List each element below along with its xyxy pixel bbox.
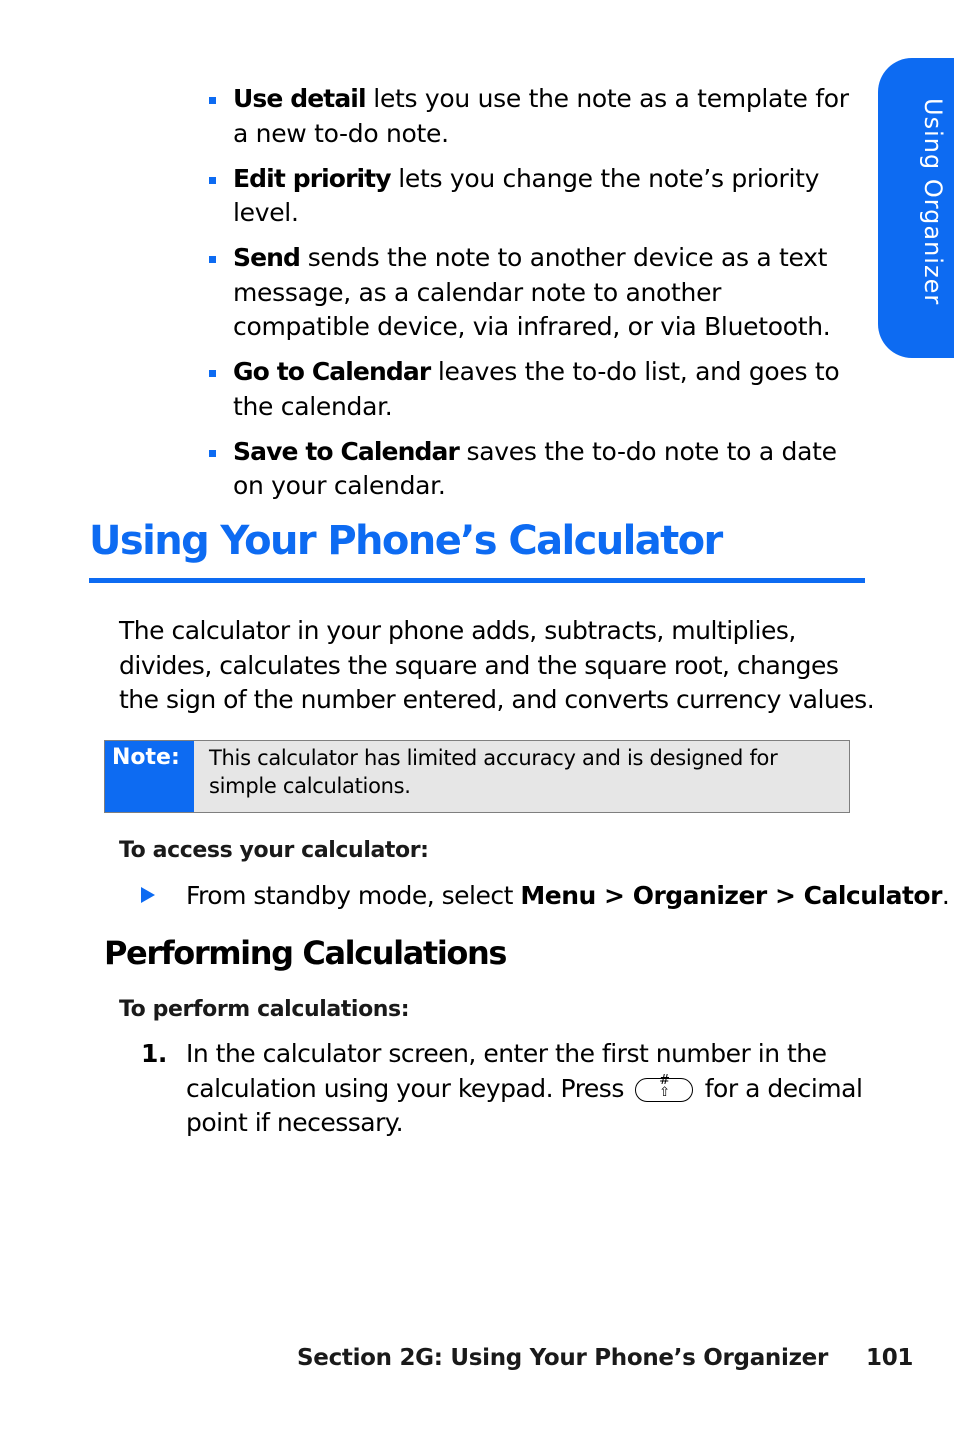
access-heading: To access your calculator:	[119, 838, 429, 863]
option-term: Edit priority	[233, 163, 391, 193]
step-number: 1.	[141, 1039, 167, 1068]
option-description: lets you use the note as a template for a new to-do note.	[233, 84, 849, 148]
page-title: Using Your Phone’s Calculator	[89, 518, 722, 564]
menu-path-separator: >	[595, 881, 633, 910]
pound-key-icon	[635, 1072, 693, 1102]
step-prefix: From standby mode, select	[186, 881, 521, 910]
note-label: Note:	[105, 741, 194, 812]
list-item	[208, 82, 858, 151]
step-text-before-key: In the calculator screen, enter the first number in the calculation using your keypad. Press	[186, 1039, 827, 1103]
side-tab-label: Using Organizer	[919, 98, 947, 306]
step-text-after-key: for a decimal point if necessary.	[186, 1073, 863, 1137]
option-description: lets you change the note’s priority level.	[233, 163, 820, 227]
pound-symbol: #	[659, 1072, 670, 1088]
option-term: Send	[233, 243, 301, 272]
shift-symbol: ⇧	[659, 1084, 670, 1100]
list-item	[208, 435, 858, 504]
list-item	[208, 162, 858, 231]
bullet-square-icon	[209, 256, 216, 263]
perform-heading: To perform calculations:	[119, 997, 410, 1022]
perform-step-text	[186, 1037, 876, 1141]
access-step-text	[186, 879, 949, 913]
bullet-square-icon	[209, 97, 216, 104]
option-term: Use detail	[233, 84, 366, 113]
bullet-square-icon	[209, 450, 216, 457]
intro-paragraph: The calculator in your phone adds, subtracts, multiplies, divides, calculates the square and the square root, changes the sign of the number entered, and converts currency values.	[119, 616, 875, 714]
step-suffix: .	[941, 881, 950, 910]
option-description: sends the note to another device as a text message, as a calendar note to another compatible device, via infrared, or via Bluetooth.	[233, 243, 831, 341]
menu-path-menu: Menu	[520, 881, 596, 910]
option-list	[208, 82, 858, 514]
page-number: 101	[866, 1345, 914, 1371]
menu-path-calculator: Calculator	[803, 881, 942, 910]
bullet-square-icon	[209, 370, 216, 377]
option-term: Save to Calendar	[233, 436, 459, 466]
option-description: saves the to-do note to a date on your calendar.	[233, 436, 837, 500]
section-subheading: Performing Calculations	[104, 934, 507, 972]
menu-path-separator: >	[766, 881, 804, 910]
arrow-right-icon	[141, 887, 155, 903]
note-text: This calculator has limited accuracy and is designed for simple calculations.	[209, 746, 778, 798]
footer-section-title: Section 2G: Using Your Phone’s Organizer	[297, 1345, 829, 1371]
list-item	[208, 355, 858, 424]
option-term: Go to Calendar	[233, 357, 431, 386]
title-underline	[89, 578, 865, 583]
bullet-square-icon	[209, 177, 216, 184]
menu-path-organizer: Organizer	[632, 881, 767, 910]
option-description: leaves the to-do list, and goes to the calendar.	[233, 357, 840, 421]
note-box	[104, 740, 850, 813]
list-item	[208, 241, 858, 345]
pound-key-glyph	[636, 1072, 692, 1100]
